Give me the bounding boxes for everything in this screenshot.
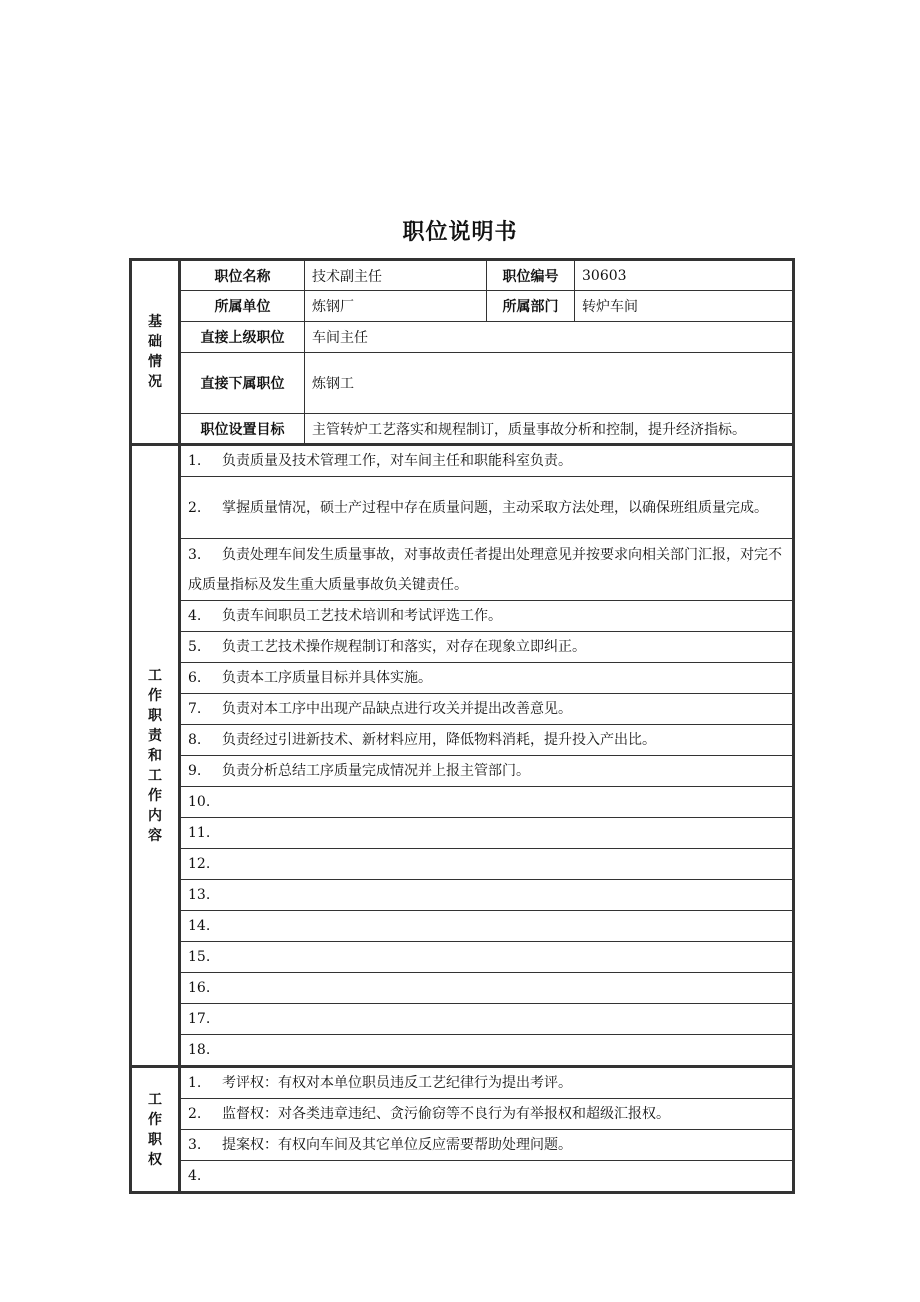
section-label-char: 础 [148,334,162,350]
item-number: 7. [188,701,202,717]
section-label-char: 权 [148,1151,162,1168]
item-number: 16. [188,980,211,996]
item-number: 5. [188,639,202,655]
department-label: 所属部门 [487,291,575,322]
position-no-value: 30603 [575,260,794,291]
duty-item [180,849,794,880]
authority-item [180,1130,794,1161]
section-label-char: 和 [148,747,162,764]
duty-item [180,1035,794,1067]
duty-item [180,973,794,1004]
item-number: 15. [188,949,211,965]
item-text: 负责对本工序中出现产品缺点进行攻关并提出改善意见。 [222,701,572,717]
section-label-char: 内 [148,807,162,824]
item-number: 18. [188,1042,211,1058]
item-number: 2. [188,1106,202,1122]
item-number: 17. [188,1011,211,1027]
item-number: 1. [188,453,202,469]
unit-label: 所属单位 [180,291,305,322]
section-label-char: 作 [148,1111,162,1128]
unit-value: 炼钢厂 [305,291,487,322]
section-label-char: 职 [148,1131,162,1148]
goal-value: 主管转炉工艺落实和规程制订，质量事故分析和控制，提升经济指标。 [305,414,794,445]
section-label-char: 作 [148,687,162,704]
item-number: 9. [188,763,202,779]
item-number: 4. [188,1168,202,1184]
section-duties-label [131,445,180,1067]
duty-item [180,911,794,942]
section-label-char: 情 [148,354,162,370]
department-value: 转炉车间 [575,291,794,322]
section-basic-label [131,260,180,445]
item-text: 提案权：有权向车间及其它单位反应需要帮助处理问题。 [222,1137,572,1153]
duty-item [180,818,794,849]
item-text: 负责车间职员工艺技术培训和考试评选工作。 [222,608,502,624]
item-number: 14. [188,918,211,934]
item-text: 考评权：有权对本单位职员违反工艺纪律行为提出考评。 [222,1075,572,1091]
authority-item [180,1067,794,1099]
authority-item [180,1099,794,1130]
item-text: 负责本工序质量目标并具体实施。 [222,670,432,686]
duty-item [180,756,794,787]
item-number: 3. [188,546,202,563]
item-number: 1. [188,1075,202,1091]
position-no-label: 职位编号 [487,260,575,291]
item-text: 掌握质量情况，硕士产过程中存在质量问题，主动采取方法处理，以确保班组质量完成。 [222,499,768,516]
section-label-char: 职 [148,707,162,724]
duty-item [180,632,794,663]
duty-item [180,1004,794,1035]
item-number: 12. [188,856,211,872]
duty-item [180,725,794,756]
goal-label: 职位设置目标 [180,414,305,445]
item-number: 8. [188,732,202,748]
section-label-char: 责 [148,727,162,744]
duty-item [180,694,794,725]
duty-item [180,942,794,973]
subordinate-label: 直接下属职位 [180,353,305,414]
section-label-char: 工 [148,667,162,684]
duty-item [180,880,794,911]
duty-item [180,539,794,601]
authority-item [180,1161,794,1193]
item-text: 负责经过引进新技术、新材料应用，降低物料消耗，提升投入产出比。 [222,732,656,748]
item-text: 监督权：对各类违章违纪、贪污偷窃等不良行为有举报权和超级汇报权。 [222,1106,670,1122]
section-authority-label [131,1067,180,1193]
section-label-char: 作 [148,787,162,804]
duty-item [180,787,794,818]
item-text: 负责处理车间发生质量事故，对事故责任者提出处理意见并按要求向相关部门汇报，对完不成质量指标及发生重大质量事故负关键责任。 [188,546,782,593]
item-number: 2. [188,499,202,516]
section-label-char: 基 [148,314,162,330]
superior-label: 直接上级职位 [180,322,305,353]
item-text: 负责工艺技术操作规程制订和落实，对存在现象立即纠正。 [222,639,586,655]
page-title: 职位说明书 [402,220,518,245]
duty-item [180,601,794,632]
item-number: 6. [188,670,202,686]
item-text: 负责质量及技术管理工作，对车间主任和职能科室负责。 [222,453,572,469]
position-name-label: 职位名称 [180,260,305,291]
job-description-table [129,258,795,1194]
item-number: 3. [188,1137,202,1153]
duty-item [180,663,794,694]
section-label-char: 工 [148,1091,162,1108]
item-number: 10. [188,794,211,810]
superior-value: 车间主任 [305,322,794,353]
item-number: 13. [188,887,211,903]
duty-item [180,477,794,539]
section-label-char: 况 [148,374,162,390]
item-number: 4. [188,608,202,624]
item-number: 11. [188,825,211,841]
section-label-char: 容 [148,827,162,844]
section-label-char: 工 [148,767,162,784]
duty-item [180,445,794,477]
subordinate-value: 炼钢工 [305,353,794,414]
position-name-value: 技术副主任 [305,260,487,291]
item-text: 负责分析总结工序质量完成情况并上报主管部门。 [222,763,530,779]
